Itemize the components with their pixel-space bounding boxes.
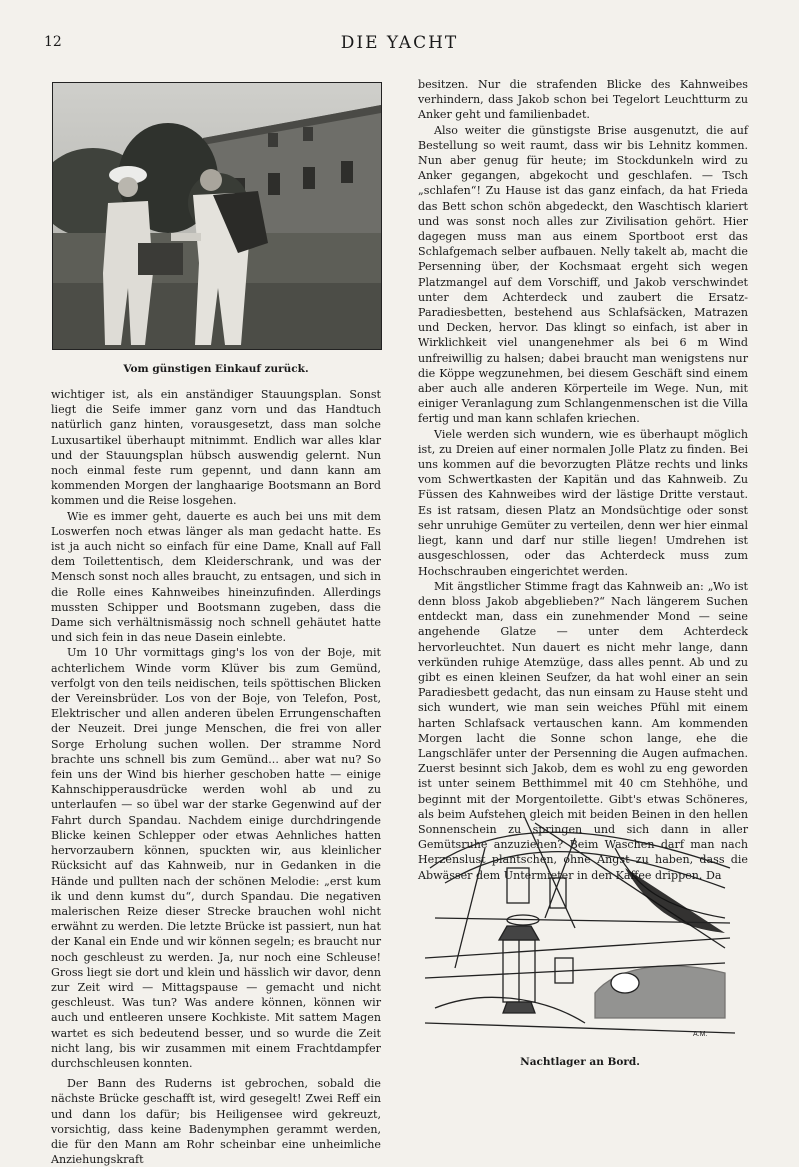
sketch-illustration xyxy=(425,808,735,1043)
left-column-text xyxy=(51,387,381,1167)
paragraph: wichtiger ist, als ein anständiger Stauungsplan. Sonst liegt die Seife immer ganz vorn und das Handtuch natürlich ganz hinten, vorausgesetzt, dass man solche Luxusartikel überhaupt mitnimmt. Endlich war alles klar und der Stauungsplan hübsch auswendig gelernt. Nun noch einmal feste rum gepennt, und dann kann am kommenden Morgen der langhaarige Bootsmann an Bord kommen und die Reise losgehen. xyxy=(51,388,381,508)
tent-interior-lantern-sketch-icon xyxy=(425,808,735,1043)
photo-caption: Vom günstigen Einkauf zurück. xyxy=(123,363,309,375)
page-number: 12 xyxy=(44,34,62,50)
paragraph: Mit ängstlicher Stimme fragt das Kahnweib an: „Wo ist denn bloss Jakob abgeblieben?“ Nach längerem Suchen entdeckt man, dass ein zunehmender Mond — seine angehende Glatze — unter dem Achterdeck hervorleuchtet. Nun dauert es nicht mehr lange, dann verkünden ruhige Atemzüge, dass alles pennt. Ab und zu gibt es einen kleinen Seufzer, da hat wohl einer an sein Paradiesbett gedacht, das nun einsam zu Hause steht und sich wundert, wie man sein weiches Pfühl mit einem harten Schlafsack vertauschen kann. Am kommenden Morgen lacht die Sonne schon lange, ehe die Langschläfer unter der Persenning die Augen aufmachen. Zuerst besinnt sich Jakob, dem es wohl zu eng geworden ist unter seinem Betthimmel mit 40 cm Stehhöhe, und beginnt mit der Morgentoilette. Gibt's etwas Schöneres, als beim Aufstehen gleich mit beiden Beinen in den hellen Sonnenschein zu springen und sich dann in aller Gemütsruhe anzuziehen? Beim Waschen darf man nach Herzenslust plantschen, ohne Angst zu haben, dass die Abwässer dem Untermieter in den Kaffee drippen. Da xyxy=(418,579,748,882)
right-column-text xyxy=(418,77,748,883)
paragraph: Viele werden sich wundern, wie es überhaupt möglich ist, zu Dreien auf einer normalen Jolle Platz zu finden. Bei uns kommen auf die bevorzugten Plätze rechts und links vom Schwertkasten der Kapitän und das Kahnweib. Zu Füssen des Kahnweibes wird der lästige Dritte verstaut. Es ist ratsam, diesen Platz an Mondsüchtige oder sonst sehr unruhige Gemüter zu verteilen, denn wer hier einmal liegt, kann und darf nur stille liegen! Umdrehen ist ausgeschlossen, oder das Achterdeck muss zum Hochschrauben eingerichtet werden. xyxy=(418,427,748,578)
running-title: DIE YACHT xyxy=(340,33,459,53)
paragraph: Um 10 Uhr vormittags ging's los von der Boje, mit achterlichem Winde vorm Klüver bis zum Gemünd, verfolgt von den teils neidischen, teils spöttischen Blicken der Vereinsbrüder. Los von der Boje, von Telefon, Post, Elektrischer und allen anderen übelen Errungenschaften der Neuzeit. Drei junge Menschen, die frei von aller Sorge Erholung suchen wollen. Der stramme Nord brachte uns schnell bis zum Gemünd... aber wat nu? So fein uns der Wind bis hierher geschoben hatte — einige Kahnschipperausdrücke werden wohl ab und zu unterlaufen — so übel war der starke Gegenwind auf der Fahrt durch Spandau. Nachdem einige durchdringende Blicke keinen Schlepper oder etwas Aehnliches hatten hervorzaubern können, spuckten wir, aus kleinlicher Rücksicht auf das Kahnweib, nur in Gedanken in die Hände und pullten nach der schönen Melodie: „erst kum ik und denn kumst du“, durch Spandau. Die negativen malerischen Reize dieser Strecke brauchen wohl nicht erwähnt zu werden. Die letzte Brücke ist passiert, nun hat der Kanal ein Ende und wir können segeln; es braucht nur noch geschleust zu werden. Ja, nur noch eine Schleuse! Gross liegt sie dort und klein und hässlich wir davor, denn zur Zeit wird — Mittagspause — gemacht und nicht geschleust. Was tun? Was andere können, können wir auch und entleeren unsere Kochkiste. Mit sattem Magen wartet es sich bedeutend besser, und so wurde die Zeit nicht lang, bis wir zusammen mit einem Frachtdampfer durchschleusen konnten. xyxy=(51,646,381,1070)
paragraph: Wie es immer geht, dauerte es auch bei uns mit dem Loswerfen noch etwas länger als man gedacht hatte. Es ist ja auch nicht so einfach für eine Dame, Knall auf Fall dem Toilettentisch, dem Kleiderschrank, und was der Mensch sonst noch alles braucht, zu entsagen, und sich in die Rolle eines Kahnweibes hineinzufinden. Allerdings mussten Schipper und Bootsmann zugeben, dass die Dame sich verhältnismässig noch schnell gehäutet hatte und sich fein in das neue Dasein einlebte. xyxy=(51,509,381,645)
svg-text:A.M.: A.M. xyxy=(693,1031,708,1038)
sketch-caption: Nachtlager an Bord. xyxy=(520,1056,640,1068)
paragraph: Also weiter die günstigste Brise ausgenutzt, die auf Bestellung so weit raumt, dass wir bis Lehnitz kommen. Nun aber genug für heute; im Stockdunkeln wird zu Anker gegangen, abgekocht und geschlafen. — Tsch „schlafen“! Zu Hause ist das ganz einfach, da hat Frieda das Bett schon schön abgedeckt, den Waschtisch klariert und was sonst noch alles zur Zivilisation gehört. Hier dagegen muss man aus einem Sportboot erst das Schlafgemach selber aufbauen. Nelly takelt ab, macht die Persenning über, der Kochsmaat ergeht sich wegen Platzmangel auf dem Vorschiff, und Jakob verschwindet unter dem Achterdeck und zaubert die Ersatz-Paradiesbetten, bestehend aus Schlafsäcken, Matrazen und Decken, hervor. Das klingt so einfach, ist aber in Wirklichkeit viel unangenehmer als bei 6 m Wind unfreiwillig zu halsen; dabei braucht man wenigstens nur die Köppe wegzunehmen, bei diesem Geschäft sind einem aber auch alle anderen Körperteile im Wege. Nun, mit einiger Veranlagung zum Schlangenmenschen ist die Villa fertig und man kann schlafen kriechen. xyxy=(418,123,748,426)
paragraph: besitzen. Nur die strafenden Blicke des Kahnweibes verhindern, dass Jakob schon bei Tegelort Leuchtturm zu Anker geht und familienbadet. xyxy=(418,78,748,122)
photograph-two-men-icon xyxy=(53,83,381,349)
photograph xyxy=(52,82,382,350)
paragraph: Der Bann des Ruderns ist gebrochen, sobald die nächste Brücke geschafft ist, wird gesegelt! Zwei Reff ein und dann los dafür; bis Heiligensee wird gekreuzt, vorsichtig, dass keine Badenymphen gerammt werden, die für den Mann am Rohr scheinbar eine unheimliche Anziehungskraft xyxy=(51,1077,381,1167)
